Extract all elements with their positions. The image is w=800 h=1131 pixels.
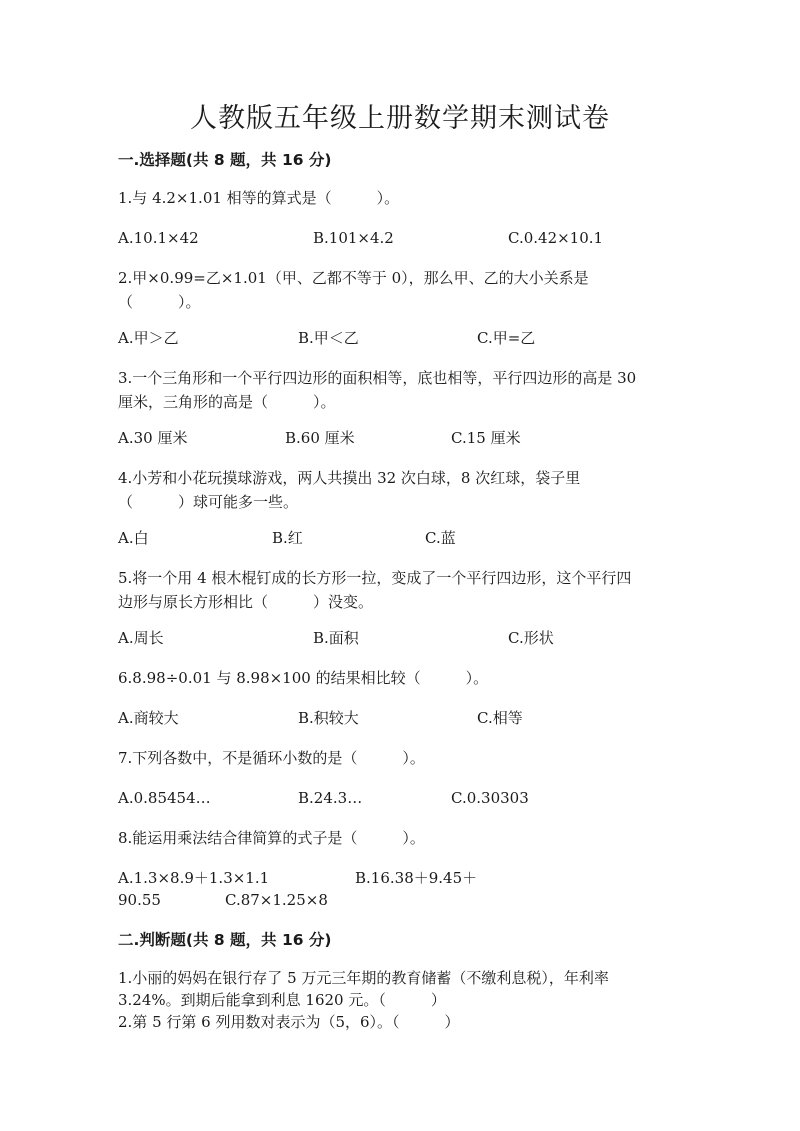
section-heading-choice: 一.选择题(共 8 题，共 16 分) [118,151,332,169]
question-2-option-c: C.甲=乙 [477,329,536,347]
question-3-option-a: A.30 厘米 [118,429,188,447]
question-4-option-c: C.蓝 [425,529,456,547]
question-8-option-b: B.16.38＋9.45＋ [355,869,478,887]
question-5-option-c: C.形状 [508,629,554,647]
question-4-text-line1: 4.小芳和小花玩摸球游戏，两人共摸出 32 次白球，8 次红球，袋子里 [118,469,581,487]
question-8-option-a: A.1.3×8.9＋1.3×1.1 [118,869,270,887]
question-5-text-line1: 5.将一个用 4 根木棍钉成的长方形一拉，变成了一个平行四边形，这个平行四 [118,569,632,587]
question-6-text: 6.8.98÷0.01 与 8.98×100 的结果相比较（ ）。 [118,669,489,687]
question-2-text-line1: 2.甲×0.99=乙×1.01（甲、乙都不等于 0），那么甲、乙的大小关系是 [118,269,589,287]
section-heading-judgement: 二.判断题(共 8 题，共 16 分) [118,931,332,949]
page-title: 人教版五年级上册数学期末测试卷 [190,103,610,134]
question-3-text-line1: 3.一个三角形和一个平行四边形的面积相等，底也相等，平行四边形的高是 30 [118,369,637,387]
question-3-option-b: B.60 厘米 [285,429,355,447]
question-8-option-c: C.87×1.25×8 [225,891,328,909]
judgement-1-text-line2: 3.24%。到期后能拿到利息 1620 元。（ ） [118,991,446,1009]
question-6-option-c: C.相等 [477,709,523,727]
question-5-option-a: A.周长 [118,629,164,647]
judgement-1-text-line1: 1.小丽的妈妈在银行存了 5 万元三年期的教育储蓄（不缴利息税），年利率 [118,969,609,987]
question-5-option-b: B.面积 [313,629,359,647]
question-4-text-line2: （ ）球可能多一些。 [118,493,299,511]
question-5-text-line2: 边形与原长方形相比（ ）没变。 [118,593,374,611]
question-8-option-b-continued: 90.55 [118,891,161,909]
question-4-option-a: A.白 [118,529,149,547]
question-6-option-b: B.积较大 [298,709,359,727]
question-2-text-line2: （ ）。 [118,293,201,311]
question-8-text: 8.能运用乘法结合律简算的式子是（ ）。 [118,829,425,847]
question-3-text-line2: 厘米，三角形的高是（ ）。 [118,393,336,411]
question-6-option-a: A.商较大 [118,709,179,727]
question-7-option-a: A.0.85454… [118,789,211,807]
judgement-2-text: 2.第 5 行第 6 列用数对表示为（5，6）。（ ） [118,1013,460,1031]
question-4-option-b: B.红 [272,529,303,547]
question-2-option-a: A.甲＞乙 [118,329,179,347]
question-1-option-c: C.0.42×10.1 [508,229,604,247]
question-2-option-b: B.甲＜乙 [298,329,359,347]
question-7-option-b: B.24.3… [298,789,363,807]
question-1-option-a: A.10.1×42 [118,229,199,247]
question-1-text: 1.与 4.2×1.01 相等的算式是（ ）。 [118,189,400,207]
question-3-option-c: C.15 厘米 [451,429,521,447]
question-1-option-b: B.101×4.2 [313,229,394,247]
question-7-text: 7.下列各数中，不是循环小数的是（ ）。 [118,749,425,767]
question-7-option-c: C.0.30303 [451,789,529,807]
